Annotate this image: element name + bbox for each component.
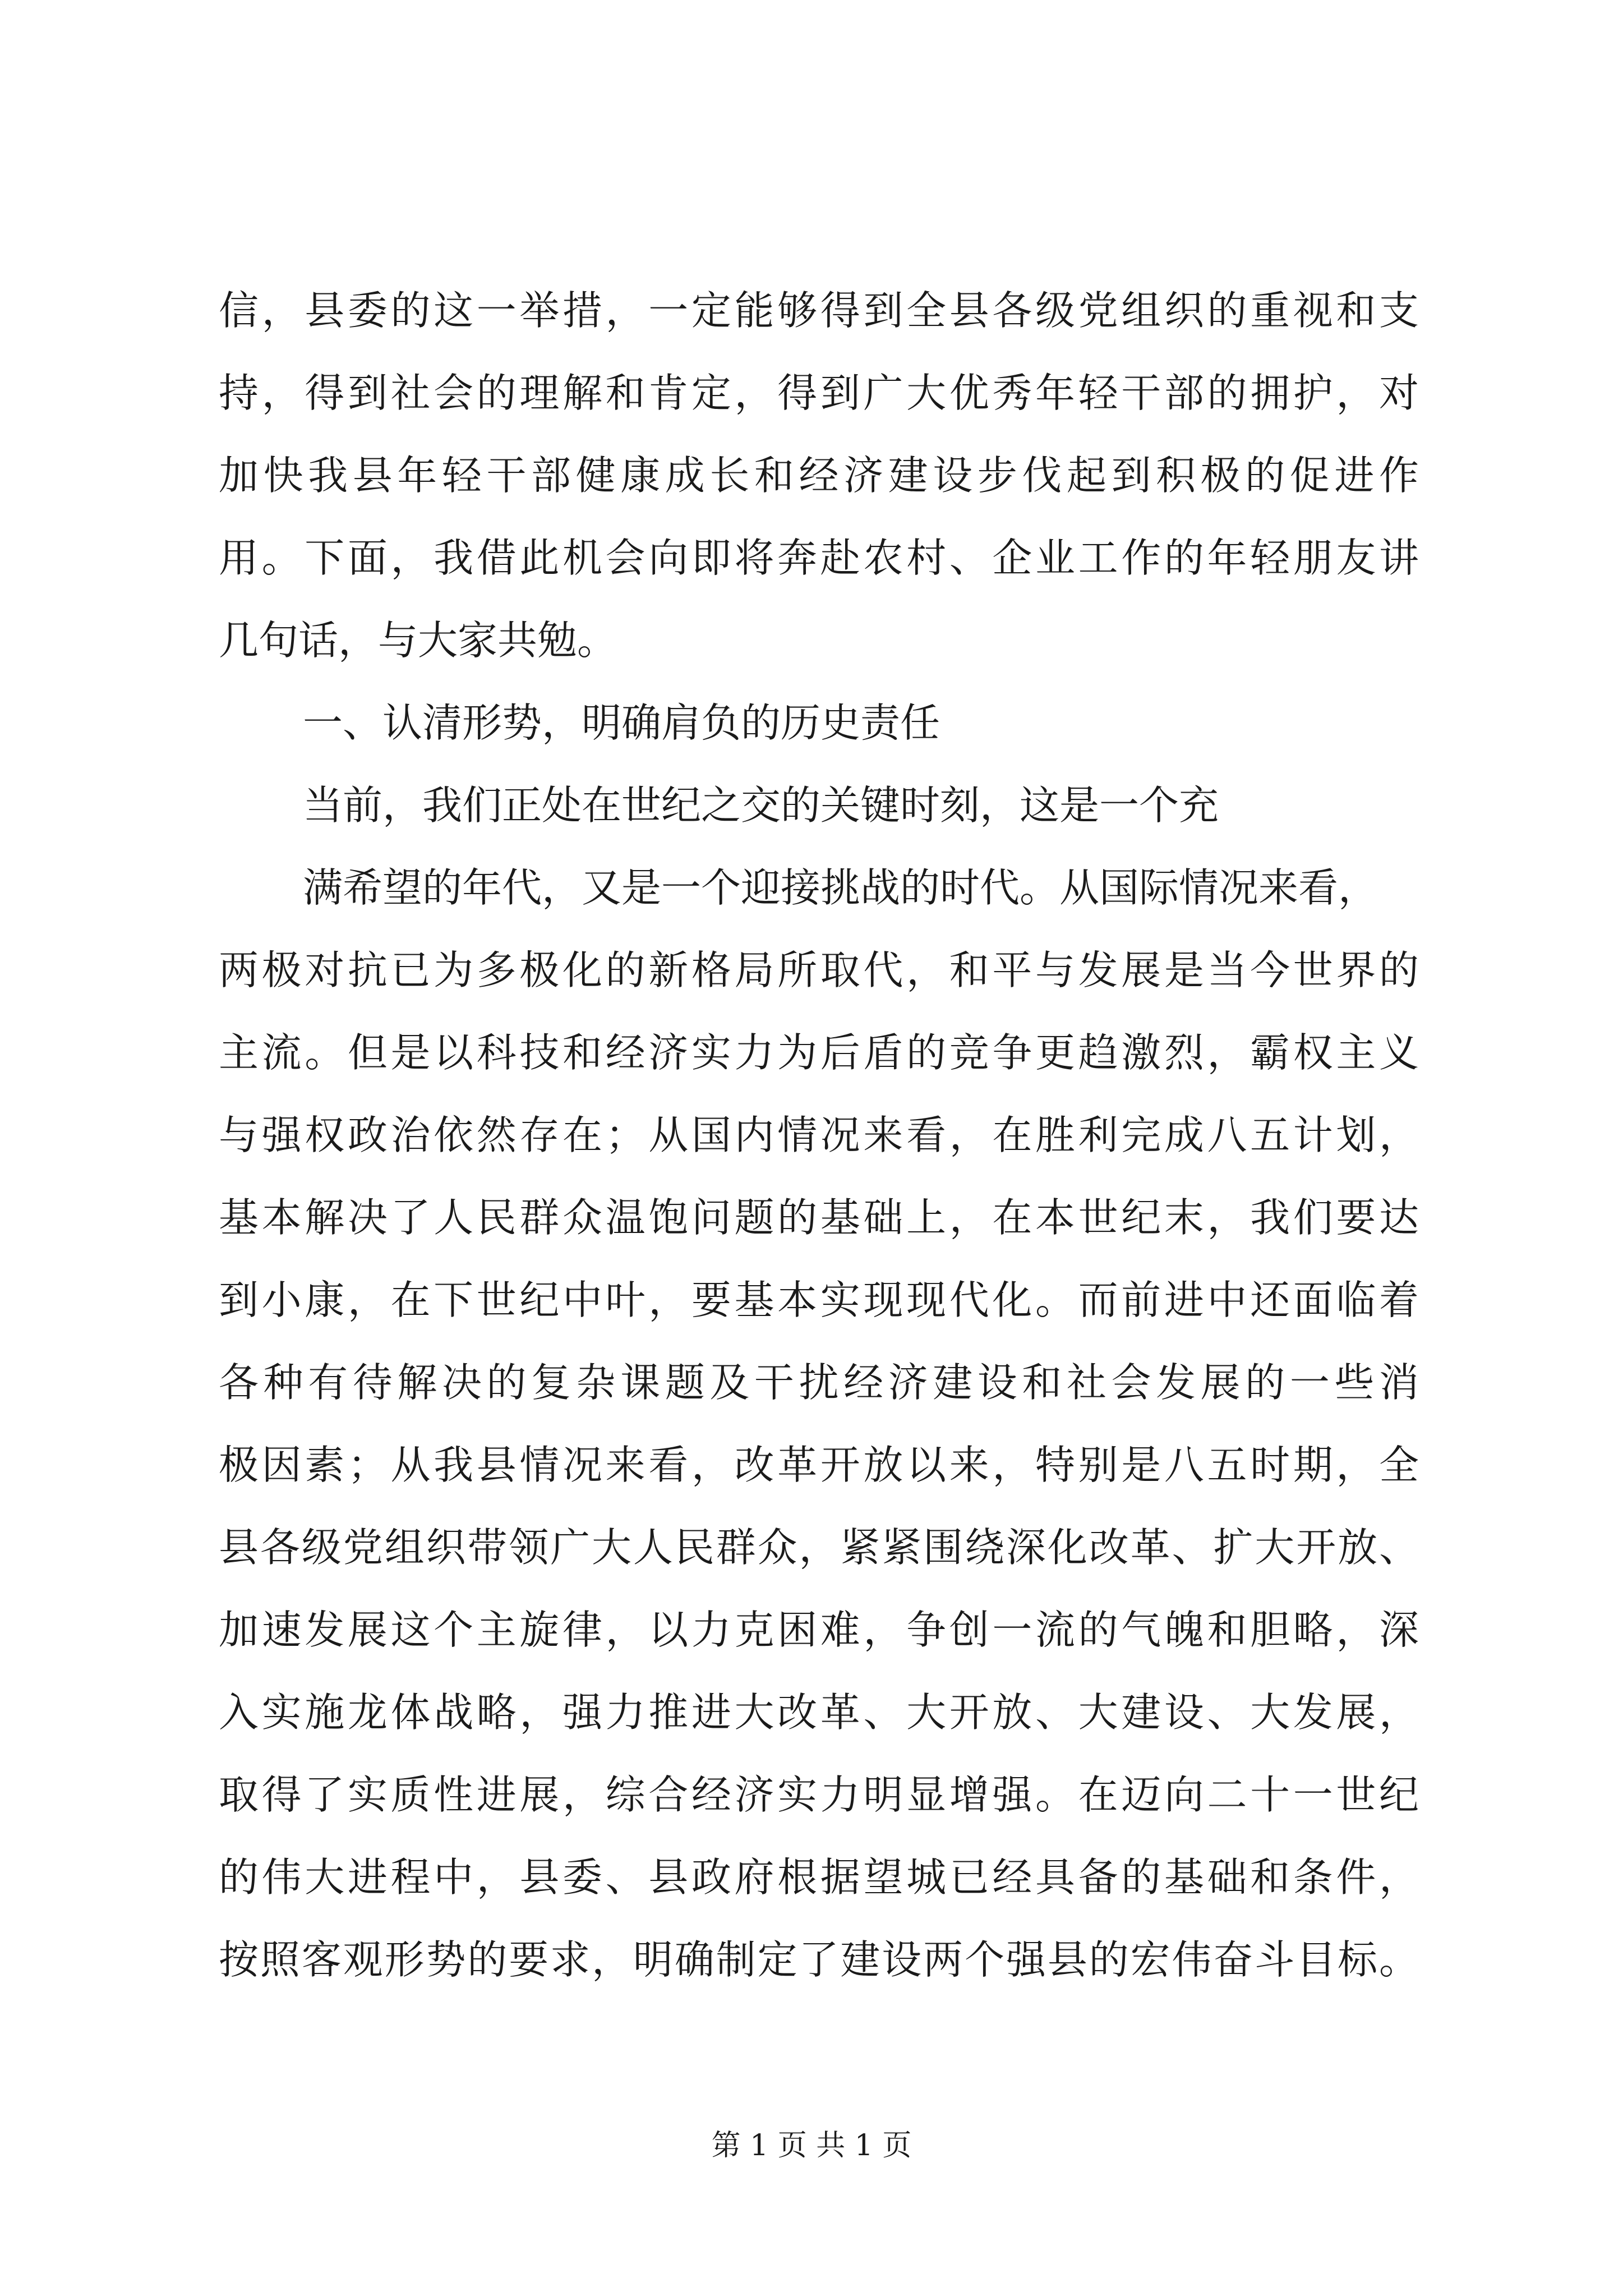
paragraph-line: 信，县委的这一举措，一定能够得到全县各级党组织的重视和支 bbox=[219, 287, 1419, 334]
paragraph-line: 按照客观形势的要求，明确制定了建设两个强县的宏伟奋斗目标。 bbox=[219, 1936, 1419, 1983]
paragraph-line: 极因素；从我县情况来看，改革开放以来，特别是八五时期，全 bbox=[219, 1442, 1419, 1488]
paragraph-line: 取得了实质性进展，综合经济实力明显增强。在迈向二十一世纪 bbox=[219, 1772, 1419, 1818]
paragraph-line: 各种有待解决的复杂课题及干扰经济建设和社会发展的一些消 bbox=[219, 1359, 1419, 1406]
paragraph-line: 加快我县年轻干部健康成长和经济建设步伐起到积极的促进作 bbox=[219, 452, 1419, 499]
paragraph-line: 当前，我们正处在世纪之交的关键时刻，这是一个充 bbox=[303, 782, 1219, 829]
paragraph-line: 与强权政治依然存在；从国内情况来看，在胜利完成八五计划， bbox=[219, 1112, 1419, 1158]
page-footer bbox=[0, 2126, 1623, 2165]
paragraph-line: 县各级党组织带领广大人民群众，紧紧围绕深化改革、扩大开放、 bbox=[219, 1524, 1419, 1571]
paragraph-line: 持，得到社会的理解和肯定，得到广大优秀年轻干部的拥护，对 bbox=[219, 370, 1419, 416]
section-heading: 一、认清形势，明确肩负的历史责任 bbox=[303, 700, 940, 746]
paragraph-line: 用。下面，我借此机会向即将奔赴农村、企业工作的年轻朋友讲 bbox=[219, 535, 1419, 581]
paragraph-line: 加速发展这个主旋律，以力克困难，争创一流的气魄和胆略，深 bbox=[219, 1607, 1419, 1653]
paragraph-line: 基本解决了人民群众温饱问题的基础上，在本世纪末，我们要达 bbox=[219, 1194, 1419, 1241]
paragraph-line: 主流。但是以科技和经济实力为后盾的竞争更趋激烈，霸权主义 bbox=[219, 1029, 1419, 1076]
document-body bbox=[219, 269, 1419, 2001]
paragraph-line: 到小康，在下世纪中叶，要基本实现现代化。而前进中还面临着 bbox=[219, 1277, 1419, 1323]
paragraph-line: 几句话，与大家共勉。 bbox=[219, 617, 617, 664]
paragraph-line: 两极对抗已为多极化的新格局所取代，和平与发展是当今世界的 bbox=[219, 947, 1419, 993]
paragraph-line: 的伟大进程中，县委、县政府根据望城已经具备的基础和条件， bbox=[219, 1854, 1419, 1901]
paragraph-line: 满希望的年代，又是一个迎接挑战的时代。从国际情况来看， bbox=[303, 864, 1378, 911]
paragraph-line: 入实施龙体战略，强力推进大改革、大开放、大建设、大发展， bbox=[219, 1689, 1419, 1736]
page-number-label: 第 1 页 共 1 页 bbox=[711, 2129, 912, 2162]
